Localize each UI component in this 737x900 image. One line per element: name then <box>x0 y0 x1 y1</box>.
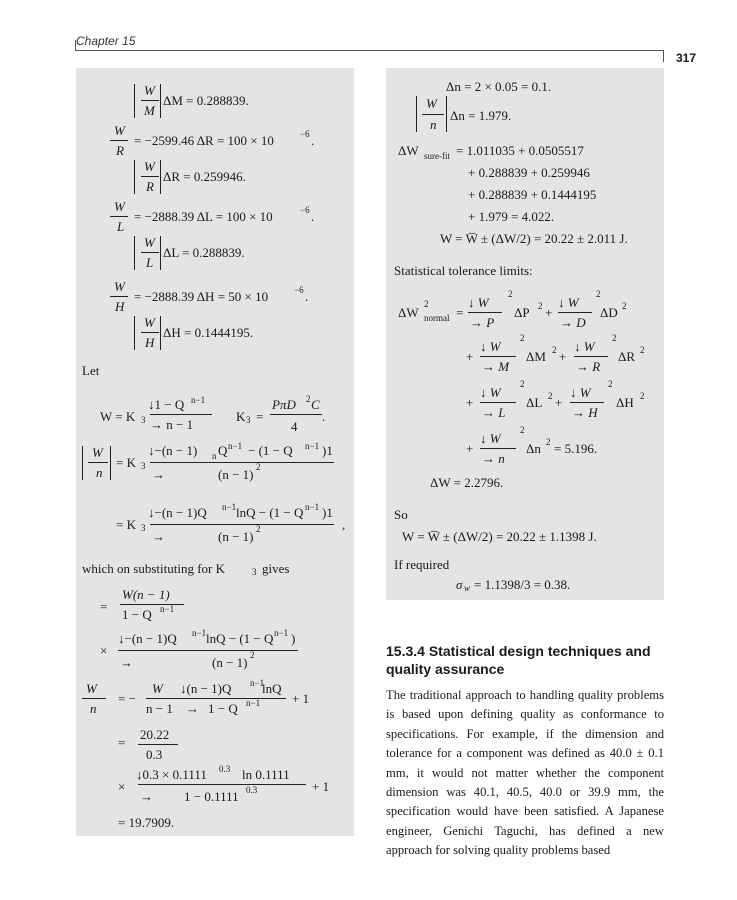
plus: + <box>559 349 567 364</box>
partial-r: → R <box>576 359 601 374</box>
arrow: → <box>186 701 199 716</box>
exponent: −6 <box>300 205 310 215</box>
eq-k: = K <box>116 517 136 532</box>
exponent: 2 <box>608 379 613 389</box>
frac-num: ↓−(n − 1)Q <box>148 505 207 520</box>
page-number: 317 <box>676 51 697 65</box>
arrow: → <box>140 789 153 804</box>
fraction-line <box>141 176 159 177</box>
exponent: n−1 <box>305 502 320 512</box>
subscript: 3 <box>141 415 146 425</box>
partial-h: → H <box>572 405 598 420</box>
frac-den: M <box>144 103 155 118</box>
frac-den: → n − 1 <box>150 417 194 432</box>
frac-den: n <box>96 465 103 480</box>
substituting-gives: gives <box>262 561 290 576</box>
exponent: n−1 <box>160 604 175 614</box>
dw-normal: ΔW <box>398 305 419 320</box>
delta-n: Δn <box>526 441 541 456</box>
frac-num: ↓0.3 × 0.1111 <box>136 767 207 782</box>
arrow: → <box>152 467 165 482</box>
frac-num: ↓1 − Q <box>148 397 185 412</box>
fraction-line <box>141 332 159 333</box>
fraction-line <box>468 312 502 313</box>
period: . <box>322 409 326 424</box>
equals: = <box>100 599 108 614</box>
comma: , <box>342 517 346 532</box>
eq-l-abs: ΔL = 0.288839. <box>163 245 245 260</box>
delta-l: ΔL <box>526 395 543 410</box>
exponent: 2 <box>622 301 627 311</box>
frac-num: W <box>92 445 103 460</box>
header-rule-tick-right <box>663 51 664 62</box>
substituting-text: which on substituting for K <box>82 561 225 576</box>
frac-num-b: lnQ <box>262 681 282 696</box>
frac-den: 1 − Q <box>122 607 152 622</box>
fraction-line <box>422 114 444 115</box>
fraction-line <box>150 524 334 525</box>
fraction-line <box>118 650 298 651</box>
exponent: −6 <box>300 129 310 139</box>
fraction-line <box>150 462 334 463</box>
subscript: 3 <box>246 415 251 425</box>
frac-den: H <box>145 335 155 350</box>
sigma: σ <box>456 577 463 592</box>
fraction-line <box>574 356 608 357</box>
sum-line-4: + 1.979 = 4.022. <box>468 209 555 224</box>
arrow: → <box>120 655 133 670</box>
plus-one: + 1 <box>292 691 310 706</box>
fraction-line <box>480 402 516 403</box>
fraction-line <box>138 744 178 745</box>
frac-den: L <box>146 255 154 270</box>
subscript: sure-fit <box>424 151 450 161</box>
plus: + <box>466 395 474 410</box>
frac-num: W <box>86 681 97 696</box>
delta-r: ΔR <box>618 349 636 364</box>
delta-d: ΔD <box>600 305 618 320</box>
partial-w: ↓ W <box>570 385 591 400</box>
partial-w: ↓ W <box>480 385 501 400</box>
exponent: 2 <box>520 333 525 343</box>
frac-num-c: − (1 − Q <box>248 443 293 458</box>
fraction-line <box>141 100 159 101</box>
eq-minus: = − <box>118 691 136 706</box>
frac-num: 20.22 <box>140 727 170 742</box>
exponent: 2 <box>552 345 557 355</box>
period: . <box>305 289 309 304</box>
subscript: 3 <box>141 461 146 471</box>
partial-n: → n <box>482 451 505 466</box>
partial-w: ↓ W <box>468 295 489 310</box>
frac-den: 1 − Q <box>208 701 238 716</box>
delta-m: ΔM <box>526 349 546 364</box>
frac-den: n <box>90 701 97 716</box>
frac-den: (n − 1) <box>212 655 248 670</box>
abs-bar-right <box>160 160 161 194</box>
exponent: n−1 <box>191 395 206 405</box>
subscript: w <box>464 583 471 593</box>
statistical-limits-label: Statistical tolerance limits: <box>394 263 533 278</box>
exponent: 0.3 <box>219 764 231 774</box>
abs-bar-left <box>82 446 83 480</box>
exponent: 0.3 <box>246 785 258 795</box>
exponent: 2 <box>548 391 553 401</box>
exponent: 2 <box>640 345 645 355</box>
fraction-line <box>141 252 159 253</box>
exponent: 2 <box>612 333 617 343</box>
sigma-value: = 1.1398/3 = 0.38. <box>474 577 571 592</box>
frac-num: W <box>144 159 155 174</box>
frac-num: W <box>114 123 125 138</box>
plus: + <box>555 395 563 410</box>
eq-h-abs: ΔH = 0.1444195. <box>163 325 254 340</box>
eq-r-deriv: = −2599.46 ΔR = 100 × 10 <box>134 133 274 148</box>
sum-line-2: + 0.288839 + 0.259946 <box>468 165 590 180</box>
frac-den: R <box>116 143 124 158</box>
section-heading: 15.3.4 Statistical design techniques and quality assurance <box>386 643 651 677</box>
frac-den: 1 − 0.1111 <box>184 789 239 804</box>
frac-num-d: )1 <box>322 443 333 458</box>
plus: + <box>545 305 553 320</box>
fraction-line <box>120 604 184 605</box>
times: × <box>100 643 108 658</box>
partial-l: → L <box>482 405 506 420</box>
partial-w: ↓ W <box>574 339 595 354</box>
eq-dn-value: Δn = 2 × 0.05 = 0.1. <box>446 79 552 94</box>
exponent: 2 <box>256 462 261 472</box>
fraction-line <box>558 312 592 313</box>
frac-den: n <box>430 117 437 132</box>
frac-num-b: Q <box>218 443 228 458</box>
equals: = <box>456 305 464 320</box>
so-label: So <box>394 507 408 522</box>
abs-bar-right <box>110 446 111 480</box>
paren-close: ) <box>291 631 296 646</box>
abs-bar-right <box>160 316 161 350</box>
exponent: −6 <box>294 285 304 295</box>
abs-bar-left <box>134 84 135 118</box>
frac-num-d: )1 <box>322 505 333 520</box>
exponent: n−1 <box>305 441 320 451</box>
arrow: → <box>152 529 165 544</box>
frac-num-b: ln 0.1111 <box>242 767 290 782</box>
running-head-chapter: Chapter 15 <box>76 34 136 48</box>
fraction-line <box>270 414 322 415</box>
fraction-line <box>570 402 604 403</box>
frac-num-b: lnQ − (1 − Q <box>206 631 274 646</box>
equals: = <box>256 409 264 424</box>
fraction-line <box>110 296 128 297</box>
partial-w: ↓ W <box>480 431 501 446</box>
period: . <box>311 209 315 224</box>
exponent: n−1 <box>192 628 207 638</box>
exponent: 2 <box>250 650 255 660</box>
plus: + <box>466 441 474 456</box>
exponent: n−1 <box>246 698 261 708</box>
frac-num: W <box>114 199 125 214</box>
fraction-line <box>146 698 182 699</box>
exponent: n−1 <box>228 441 243 451</box>
exponent: 2 <box>520 425 525 435</box>
fraction-line <box>480 356 516 357</box>
abs-bar-right <box>446 96 447 132</box>
exponent: 2 <box>538 301 543 311</box>
frac-num: W(n − 1) <box>122 587 170 602</box>
frac-num-b: lnQ − (1 − Q <box>236 505 304 520</box>
fraction-line <box>88 462 108 463</box>
frac-num: W <box>144 235 155 250</box>
frac-num: ↓−(n − 1) <box>148 443 198 458</box>
exponent: 2 <box>424 299 429 309</box>
plus-one: + 1 <box>312 779 330 794</box>
w-normal-result: W = W̅ ± (ΔW/2) = 20.22 ± 1.1398 J. <box>402 529 597 544</box>
exponent: 2 <box>520 379 525 389</box>
dw-result: ΔW = 2.2796. <box>430 475 504 490</box>
frac-num-c: C <box>311 397 320 412</box>
exponent: 2 <box>256 524 261 534</box>
frac-num: W <box>144 315 155 330</box>
abs-bar-right <box>160 84 161 118</box>
partial-m: → M <box>482 359 510 374</box>
if-required-label: If required <box>394 557 450 572</box>
abs-bar-left <box>134 316 135 350</box>
partial-w: ↓ W <box>480 339 501 354</box>
dw-squared-result: = 5.196. <box>554 441 598 456</box>
body-paragraph: The traditional approach to handling quality problems is based upon defining quality as conformance to specifications. For example, if the dimension and tolerance for a component was defined as 40.0 ± 0.1 mm, it would not matter whether the component dimension was 40.1, 40.5, 40.0 or 39.9 mm, the specification would have been satisfied. A Japanese engineer, Genichi Taguchi, has defined a new approach for solving quality problems based <box>386 688 664 858</box>
dw-sure-fit: ΔW <box>398 143 419 158</box>
sum-line-1: = 1.011035 + 0.0505517 <box>456 143 584 158</box>
abs-bar-left <box>134 236 135 270</box>
partial-w: ↓ W <box>558 295 579 310</box>
subscript: n <box>212 451 217 461</box>
delta-h: ΔH <box>616 395 634 410</box>
fraction-line <box>82 698 106 699</box>
frac-num: W <box>426 96 437 111</box>
frac-num: ↓(n − 1)Q <box>180 681 232 696</box>
frac-num: W <box>114 279 125 294</box>
subscript: normal <box>424 313 450 323</box>
frac-num: W <box>144 83 155 98</box>
fraction-line <box>138 784 306 785</box>
exponent: 2 <box>508 289 513 299</box>
exponent: n−1 <box>274 628 289 638</box>
subscript: 3 <box>141 523 146 533</box>
plus: + <box>466 349 474 364</box>
frac-num: ↓−(n − 1)Q <box>118 631 177 646</box>
abs-bar-right <box>160 236 161 270</box>
let-label: Let <box>82 363 100 378</box>
frac-num: W <box>152 681 163 696</box>
subscript: 3 <box>252 567 257 577</box>
k3-equals: K <box>236 409 246 424</box>
header-rule <box>75 50 664 51</box>
frac-den: (n − 1) <box>218 467 254 482</box>
times: × <box>118 779 126 794</box>
abs-bar-left <box>416 96 417 132</box>
frac-den: 0.3 <box>146 747 163 762</box>
fraction-line <box>182 698 286 699</box>
exponent: 2 <box>596 289 601 299</box>
fraction-line <box>150 414 212 415</box>
frac-num: PπD <box>272 397 296 412</box>
eq-m-abs: ΔM = 0.288839. <box>163 93 249 108</box>
fraction-line <box>110 216 128 217</box>
frac-den: (n − 1) <box>218 529 254 544</box>
sum-line-3: + 0.288839 + 0.1444195 <box>468 187 597 202</box>
exponent: n−1 <box>222 502 237 512</box>
frac-den: H <box>115 299 125 314</box>
partial-p: → P <box>470 315 495 330</box>
delta-p: ΔP <box>514 305 530 320</box>
w-sure-fit-result: W = W̅ ± (ΔW/2) = 20.22 ± 2.011 J. <box>440 231 628 246</box>
exponent: 2 <box>640 391 645 401</box>
fraction-line <box>480 448 516 449</box>
eq-n-abs: Δn = 1.979. <box>450 108 512 123</box>
abs-bar-left <box>134 160 135 194</box>
exponent: 2 <box>306 394 311 404</box>
equals: = <box>118 735 126 750</box>
frac-den: 4 <box>291 419 298 434</box>
partial-d: → D <box>560 315 586 330</box>
fraction-line <box>110 140 128 141</box>
exponent: n−1 <box>250 678 265 688</box>
eq-k: = K <box>116 455 136 470</box>
final-result: = 19.7909. <box>118 815 175 830</box>
w-equals-k: W = K <box>100 409 136 424</box>
eq-h-deriv: = −2888.39 ΔH = 50 × 10 <box>134 289 269 304</box>
period: . <box>311 133 315 148</box>
frac-den: R <box>146 179 154 194</box>
frac-den: L <box>117 219 125 234</box>
exponent: 2 <box>546 437 551 447</box>
eq-r-abs: ΔR = 0.259946. <box>163 169 246 184</box>
eq-l-deriv: = −2888.39 ΔL = 100 × 10 <box>134 209 273 224</box>
frac-den: n − 1 <box>146 701 173 716</box>
